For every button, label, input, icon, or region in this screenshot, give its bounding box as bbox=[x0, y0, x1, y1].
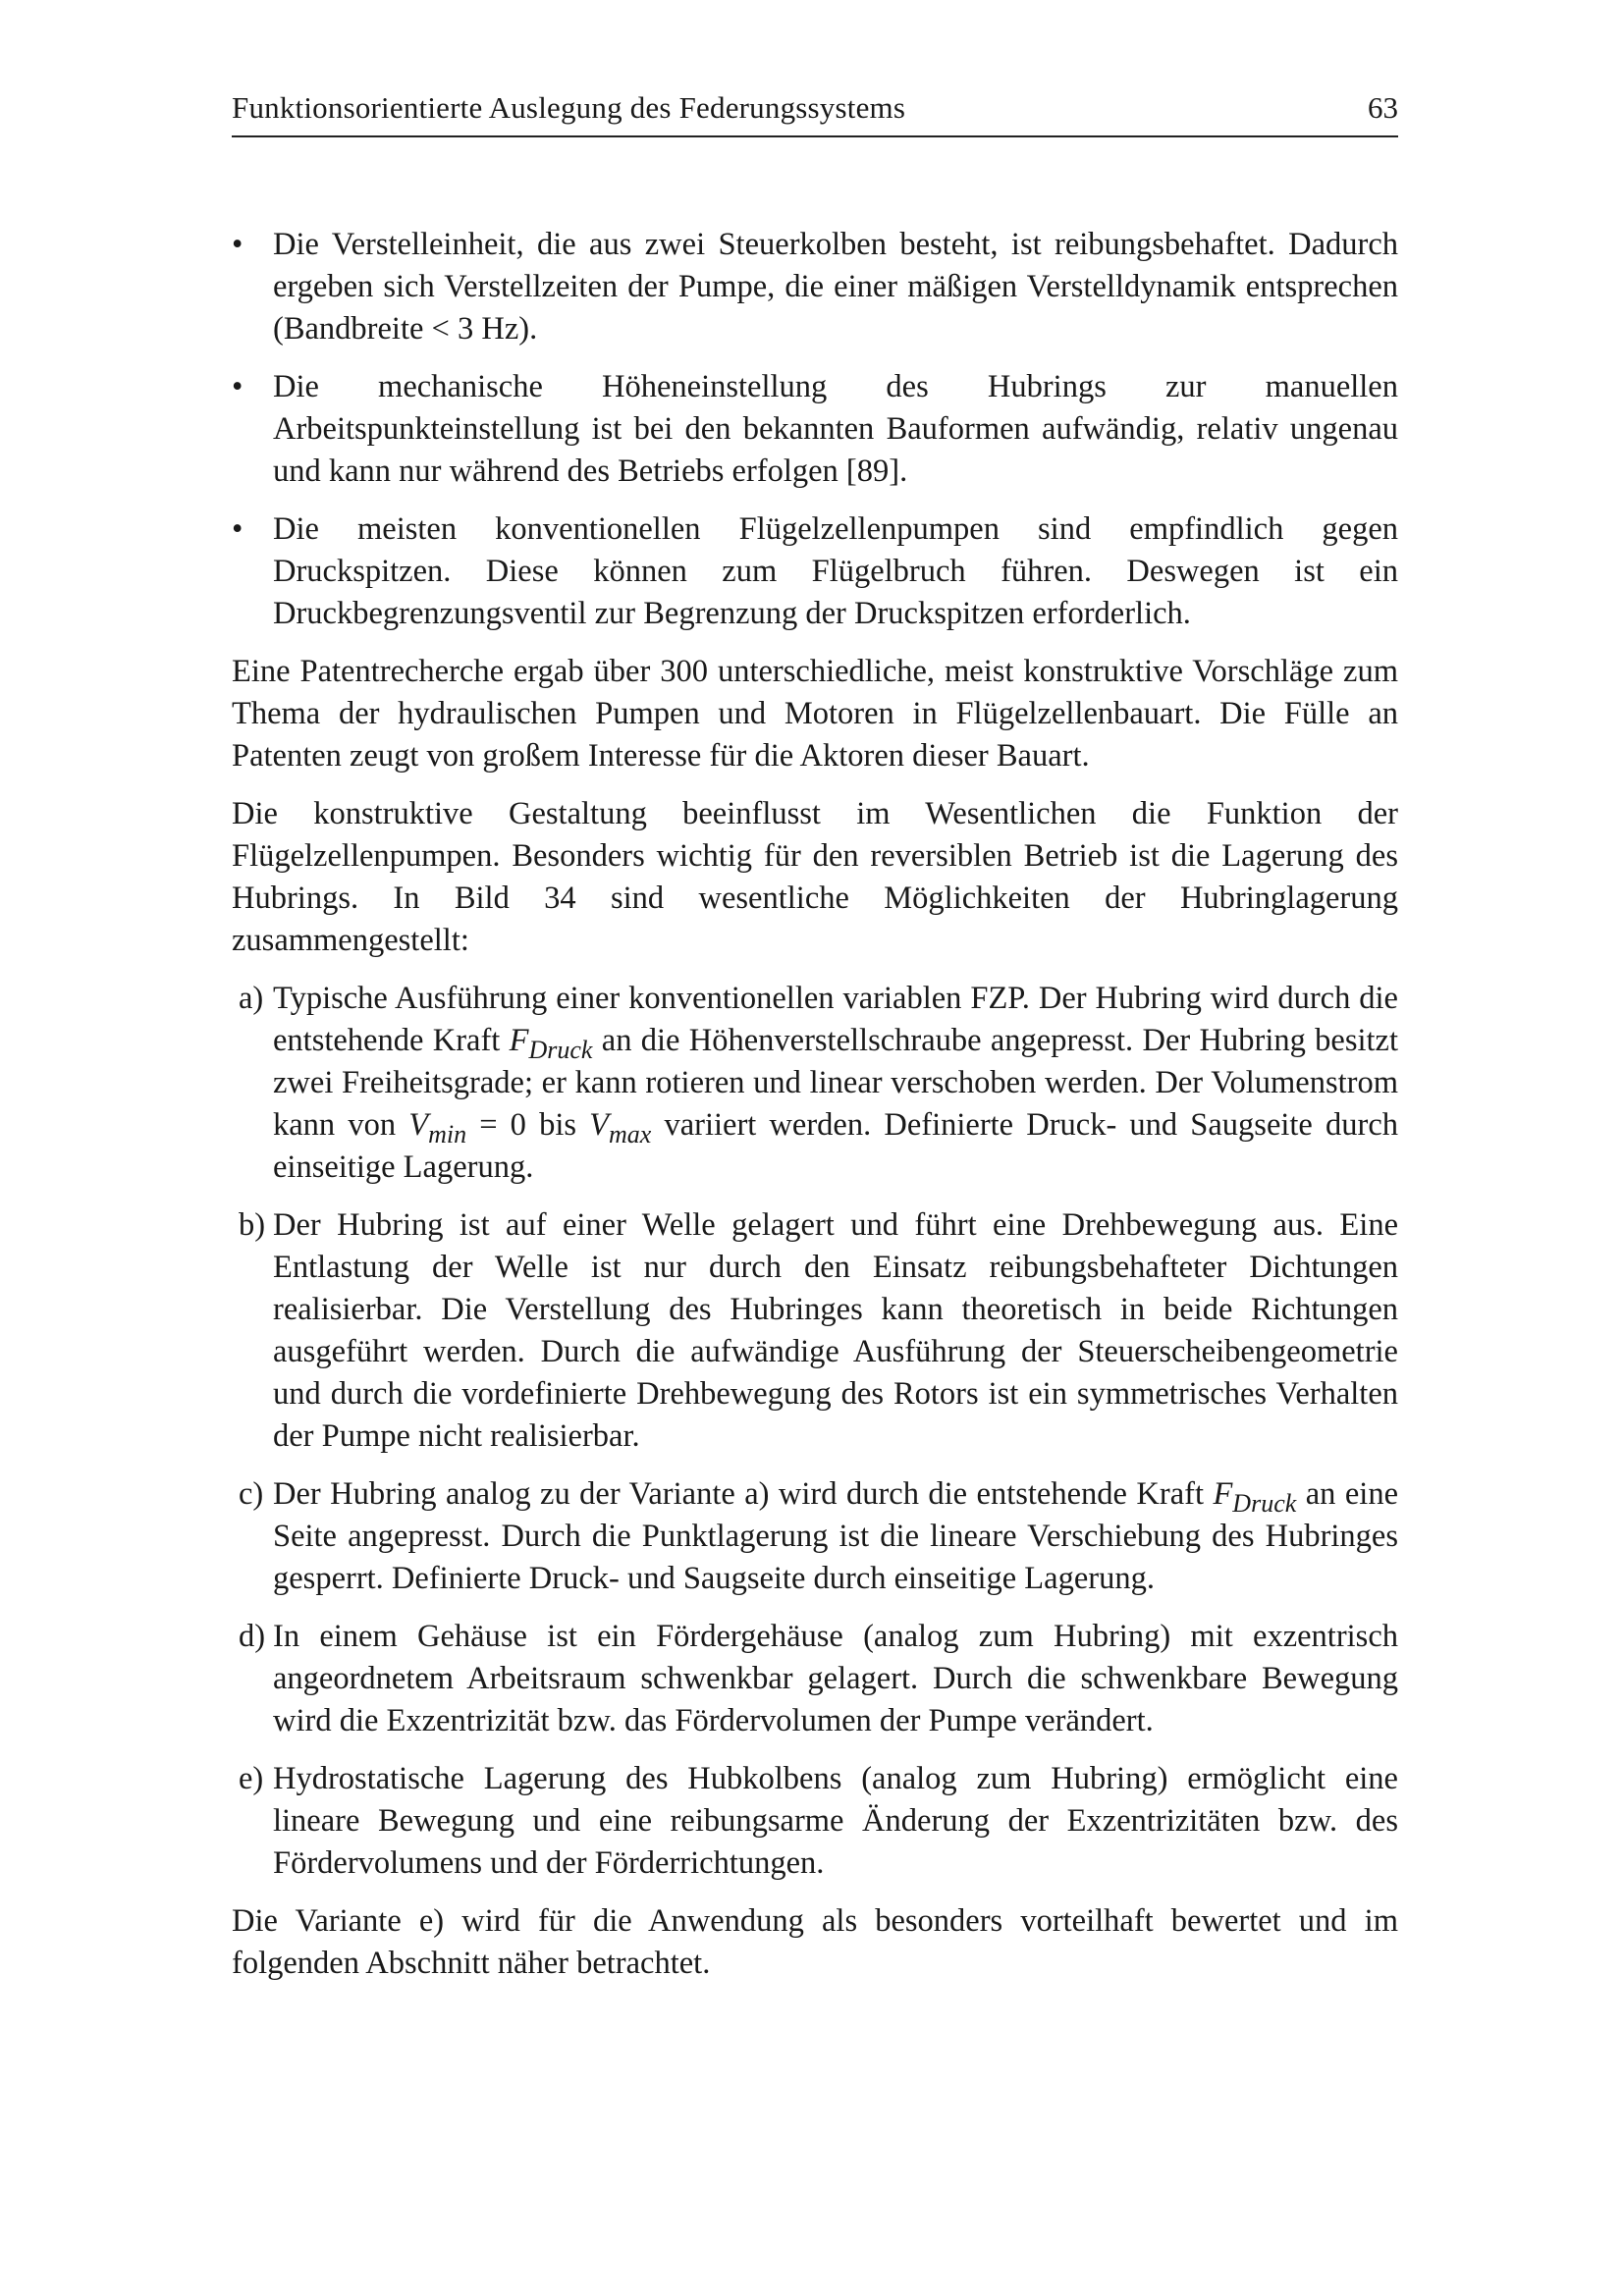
bullet-list bbox=[232, 224, 1398, 635]
bullet-item bbox=[232, 366, 1398, 493]
variant-label: a) bbox=[239, 981, 264, 1016]
variant-label: b) bbox=[239, 1207, 266, 1243]
variant-text: In einem Gehäuse ist ein Fördergehäuse (analog zum Hubring) mit exzentrisch angeordnetem Arbeitsraum schwenkbar gelagert. Durch die schwenkbare Bewegung wird die Exzentrizität bzw. das Fördervolumen der Pumpe verändert. bbox=[273, 1619, 1398, 1738]
page-number: 63 bbox=[1368, 90, 1398, 125]
variant-label: c) bbox=[239, 1476, 264, 1512]
running-header bbox=[232, 86, 1398, 137]
variant-text: Der Hubring analog zu der Variante a) wird durch die entstehende Kraft bbox=[273, 1476, 1204, 1512]
variant-item-e bbox=[232, 1758, 1398, 1885]
bullet-text: Die meisten konventionellen Flügelzellenpumpen sind empfindlich gegen Druckspitzen. Diese können zum Flügelbruch führen. Deswegen ist ein Druckbegrenzungsventil zur Begrenzung der Druckspitzen erforderlich. bbox=[273, 511, 1398, 631]
variant-text: variiert werden. Definierte Druck- und Saugseite durch einseitige Lagerung. bbox=[273, 1107, 1398, 1185]
bullet-item bbox=[232, 508, 1398, 635]
bullet-icon: • bbox=[232, 369, 243, 404]
paragraph-conclusion: Die Variante e) wird für die Anwendung als besonders vorteilhaft bewertet und im folgenden Abschnitt näher betrachtet. bbox=[232, 1903, 1398, 1981]
variant-label: d) bbox=[239, 1619, 266, 1654]
variant-list bbox=[232, 978, 1398, 1885]
bullet-text: Die Verstelleinheit, die aus zwei Steuerkolben besteht, ist reibungsbehaftet. Dadurch ergeben sich Verstellzeiten der Pumpe, die einer mäßigen Verstelldynamik entsprechen (Bandbreite < 3 Hz). bbox=[273, 227, 1398, 347]
variant-item-d bbox=[232, 1616, 1398, 1742]
variant-text: an eine Seite angepresst. Durch die Punktlagerung ist die lineare Verschiebung des Hubringes gesperrt. Definierte Druck- und Saugseite durch einseitige Lagerung. bbox=[273, 1476, 1398, 1596]
variant-item-a bbox=[232, 978, 1398, 1189]
bullet-item bbox=[232, 224, 1398, 350]
running-title: Funktionsorientierte Auslegung des Federungssystems bbox=[232, 90, 906, 125]
variant-label: e) bbox=[239, 1761, 264, 1796]
variant-text: an die Höhenverstellschraube angepresst. Der Hubring besitzt zwei Freiheitsgrade; er kann rotieren und linear verschoben werden. Der Volumenstrom kann von bbox=[273, 1023, 1398, 1143]
paragraph-design-intro: Die konstruktive Gestaltung beeinflusst im Wesentlichen die Funktion der Flügelzellenpumpen. Besonders wichtig für den reversiblen Betrieb ist die Lagerung des Hubrings. In Bild 34 sind wesentliche Möglichkeiten der Hubringlagerung zusammengestellt: bbox=[232, 796, 1398, 958]
bullet-icon: • bbox=[232, 511, 243, 547]
variant-text: Der Hubring ist auf einer Welle gelagert und führt eine Drehbewegung aus. Eine Entlastung der Welle ist nur durch den Einsatz reibungsbehafteter Dichtungen realisierbar. Die Verstellung des Hubringes kann theoretisch in beide Richtungen ausgeführt werden. Durch die aufwändige Ausführung der Steuerscheibengeometrie und durch die vordefinierte Drehbewegung des Rotors ist ein symmetrisches Verhalten der Pumpe nicht realisierbar. bbox=[273, 1207, 1398, 1454]
page-body bbox=[232, 224, 1398, 2001]
variant-text: = 0 bis bbox=[479, 1107, 577, 1143]
force-symbol: $F_{Druck}$ bbox=[509, 1023, 593, 1064]
vmax-symbol: $V_{max}$ bbox=[589, 1107, 652, 1148]
variant-item-c bbox=[232, 1473, 1398, 1600]
paragraph-patent-search: Eine Patentrecherche ergab über 300 unterschiedliche, meist konstruktive Vorschläge zum Thema der hydraulischen Pumpen und Motoren in Flügelzellenbauart. Die Fülle an Patenten zeugt von großem Interesse für die Aktoren dieser Bauart. bbox=[232, 654, 1398, 774]
vmin-symbol: $V_{min}$ bbox=[408, 1107, 467, 1148]
bullet-text: Die mechanische Höheneinstellung des Hubrings zur manuellen Arbeitspunkteinstellung ist bei den bekannten Bauformen aufwändig, relativ ungenau und kann nur während des Betriebs erfolgen [89]. bbox=[273, 369, 1398, 489]
variant-item-b bbox=[232, 1204, 1398, 1458]
variant-text: Hydrostatische Lagerung des Hubkolbens (analog zum Hubring) ermöglicht eine lineare Bewegung und eine reibungsarme Änderung der Exzentrizitäten bzw. des Fördervolumens und der Förderrichtungen. bbox=[273, 1761, 1398, 1881]
bullet-icon: • bbox=[232, 227, 243, 262]
variant-text: Typische Ausführung einer konventionellen variablen FZP. Der Hubring wird durch die entstehende Kraft bbox=[273, 981, 1398, 1058]
force-symbol: $F_{Druck}$ bbox=[1213, 1476, 1297, 1518]
